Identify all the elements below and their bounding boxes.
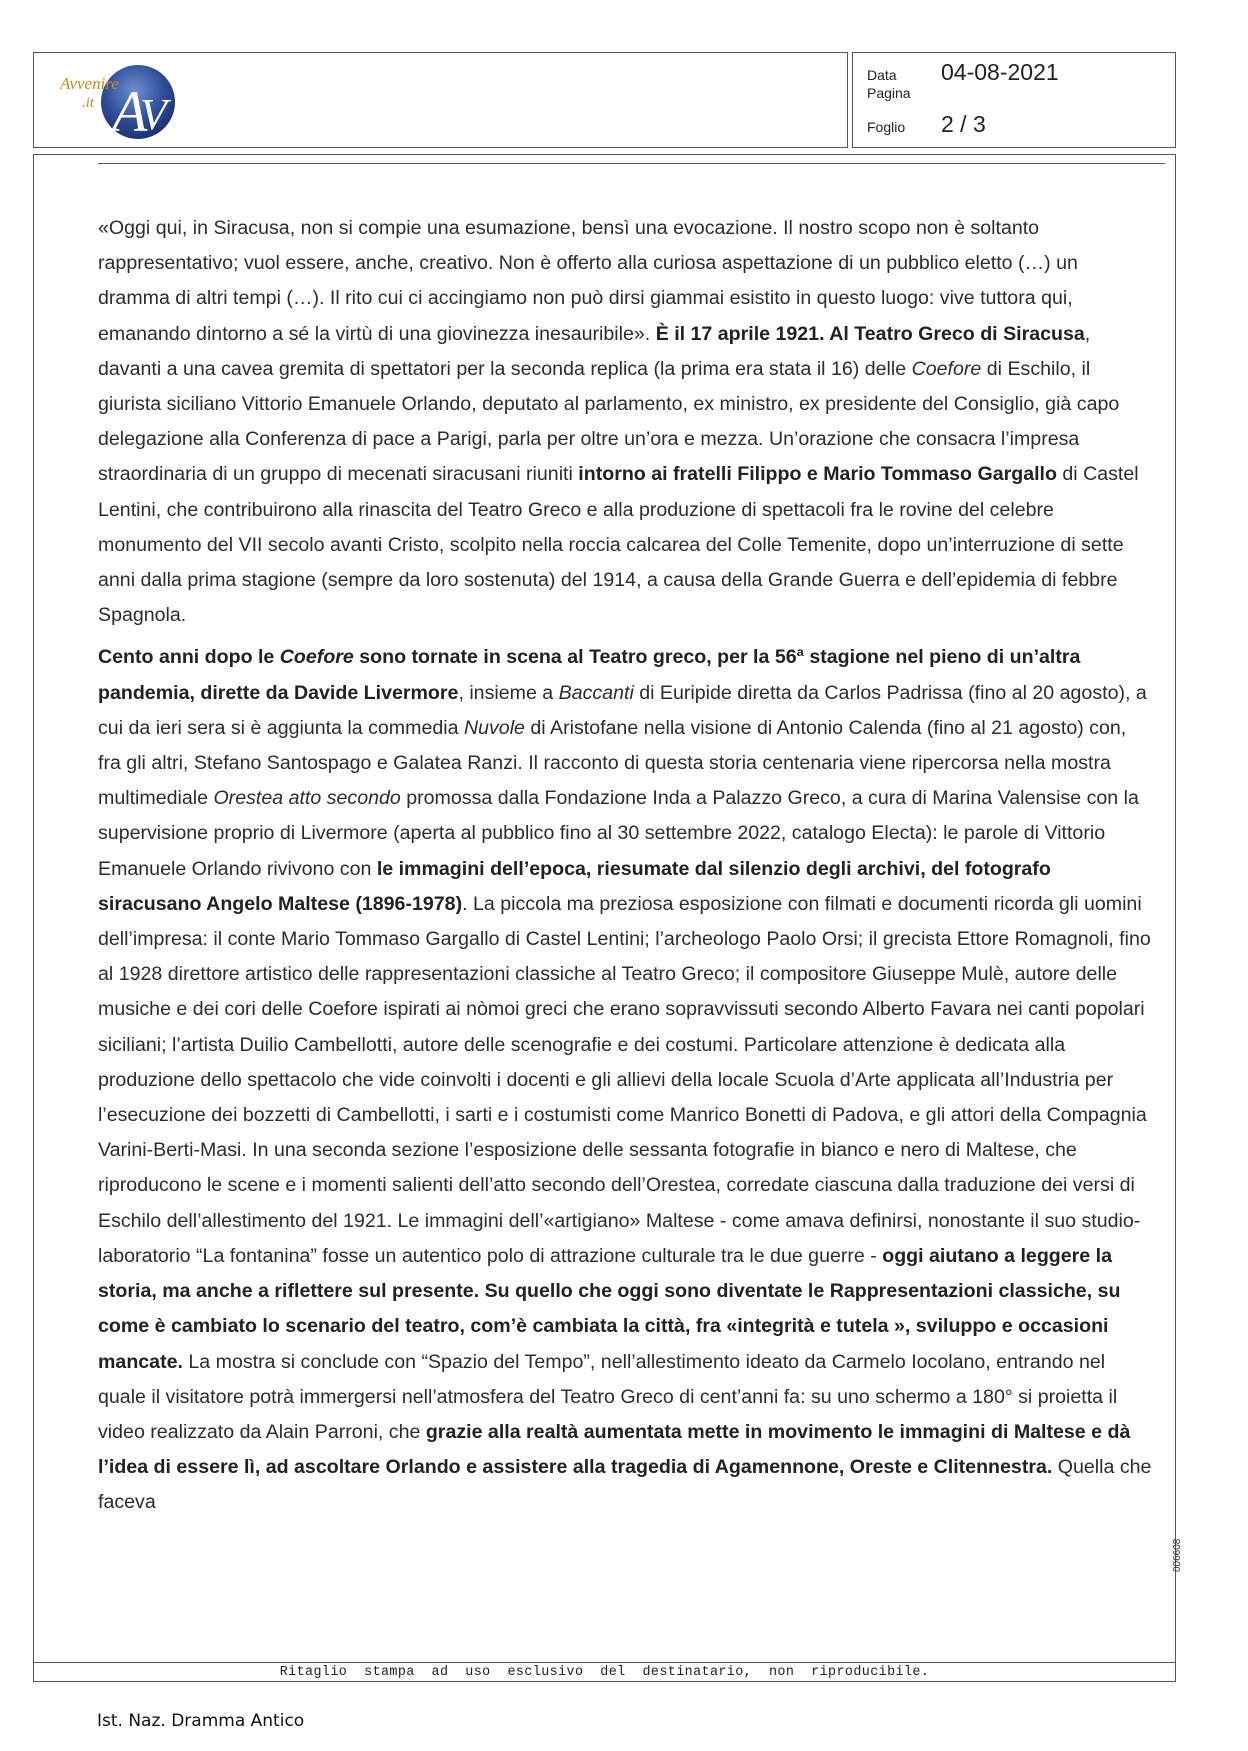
article-paragraph [98,640,1152,1520]
date-value: 04-08-2021 [941,59,1059,85]
text-run: Nuvole [463,716,525,739]
article-body [98,211,1152,1528]
date-label: Data [867,67,897,83]
sheet-label: Foglio [867,119,906,135]
source-label: Ist. Naz. Dramma Antico [97,1711,305,1731]
text-run: di Castel Lentini, che contribuirono alla rinascita del Teatro Greco e alla produzione di spettacoli fra le rovine del celebre monumento del VII secolo avanti Cristo, scolpito nella roccia calcarea del Colle Temenite, dopo un’interruzione di sette anni dalla prima stagione (sempre da loro sostenuta) del 1914, a causa della Grande Guerra e dell’epidemia di febbre Spagnola. [98,463,1139,627]
text-run: Orestea atto secondo [213,787,401,810]
avvenire-logo [60,63,180,141]
text-run: , davanti a una cavea gremita di spettatori per la seconda replica (la prima era stata il 16) delle [98,322,1091,380]
text-run: , insieme a [458,681,559,704]
logo-suffix: .it [82,95,95,111]
text-run: La mostra si conclude con “Spazio del Tempo”, nell’allestimento ideato da Carmelo Iocolano, entrando nel quale il visitatore potrà immergersi nell’atmosfera del Teatro Greco di cent’anni fa: su uno schermo a 180° si proietta il video realizzato da Alain Parroni, che [98,1350,1118,1443]
metadata-box [852,52,1176,148]
text-run: di Eschilo, il giurista siciliano Vittorio Emanuele Orlando, deputato al parlamento, ex ministro, ex presidente del Consiglio, già capo delegazione alla Conferenza di pace a Parigi, parla per oltre un’ora e mezza. Un’orazione che consacra l’impresa straordinaria di un gruppo di mecenati siracusani riuniti [98,357,1120,486]
sheet-value: 2 / 3 [941,111,986,137]
text-run: intorno ai fratelli Filippo e Mario Tommaso Gargallo [578,463,1057,486]
text-run: Coefore [911,357,982,380]
footer-notice: Ritaglio stampa ad uso esclusivo del destinatario, non riproducibile. [33,1662,1176,1683]
text-run: . La piccola ma preziosa esposizione con filmati e documenti ricorda gli uomini dell’impresa: il conte Mario Tommaso Gargallo di Castel Lentini; l’archeologo Paolo Orsi; il grecista Ettore Romagnoli, fino al 1928 direttore artistico delle rappresentazioni classiche al Teatro Greco; il compositore Giuseppe Mulè, autore delle musiche e dei cori delle Coefore ispirati ai nòmoi greci che erano sopravvissuti secondo Alberto Favara nei canti popolari siciliani; l’artista Duilio Cambellotti, autore delle scenografie e dei costumi. Particolare attenzione è dedicata alla produzione dello spettacolo che vide coinvolti i docenti e gli allievi della locale Scuola d’Arte applicata all’Industria per l’esecuzione dei bozzetti di Cambellotti, i sarti e i costumisti come Manrico Bonetti di Padova, e gli attori della Compagnia Varini-Berti-Masi. In una seconda sezione l’esposizione delle sessanta fotografie in bianco e nero di Maltese, che riproducono le scene e i momenti salienti dell’atto secondo dell’Orestea, corredate ciascuna dalla traduzione dei versi di Eschilo dell’allestimento del 1921. Le immagini dell’«artigiano» Maltese - come amava definirsi, nonostante il suo studio-laboratorio “La fontanina” fosse un autentico polo di attrazione culturale tra le due guerre - [98,892,1151,1267]
text-run: di Euripide diretta da Carlos Padrissa (fino al 20 agosto), a cui da ieri sera si è aggiunta la commedia [98,681,1147,739]
article-paragraph [98,211,1152,633]
page-label: Pagina [867,85,911,101]
meta-page-row [867,85,941,111]
text-run: «Oggi qui, in Siracusa, non si compie una esumazione, bensì una evocazione. Il nostro scopo non è soltanto rappresentativo; vuol essere, anche, creativo. Non è offerto alla curiosa aspettazione di un pubblico eletto (…) un dramma di altri tempi (…). Il rito cui ci accingiamo non può dirsi giammai esistito in questo luogo: vive tuttora qui, emanando dintorno a sé la virtù di una giovinezza inesauribile». [98,217,1078,345]
text-run: di Aristofane nella visione di Antonio Calenda (fino al 21 agosto) con, fra gli altri, Stefano Santospago e Galatea Ranzi. Il racconto di questa storia centenaria viene ripercorsa nella mostra multimediale [98,716,1127,810]
text-run: promossa dalla Fondazione Inda a Palazzo Greco, a cura di Marina Valensise con la supervisione proprio di Livermore (aperta al pubblico fino al 30 settembre 2022, catalogo Electa): le parole di Vittorio Emanuele Orlando rivivono con [98,787,1139,880]
masthead-box [33,52,848,148]
svg-text:A: A [112,79,148,141]
article-box [33,154,1176,1682]
text-run: Cento anni dopo le [98,646,280,669]
text-run: È il 17 aprile 1921. Al Teatro Greco di Siracusa [655,322,1085,345]
text-run: Quella che faceva [98,1456,1152,1514]
text-run: oggi aiutano a leggere la storia, ma anche a riflettere sul presente. Su quello che oggi sono diventate le Rappresentazioni classiche, su come è cambiato lo scenario del teatro, com’è cambiata la città, fra «integrità e tutela », sviluppo e occasioni mancate. [98,1244,1121,1373]
text-run: sono tornate in scena al Teatro greco, per la 56ª stagione nel pieno di un’altra pandemia, dirette da Davide Livermore [98,646,1081,704]
side-code: 006608 [1172,1538,1183,1572]
logo-text: Avvenire [60,74,119,93]
meta-date-row [867,59,1059,85]
text-run: Baccanti [558,681,634,704]
text-run: le immagini dell’epoca, riesumate dal silenzio degli archivi, del fotografo siracusano Angelo Maltese (1896-1978) [98,857,1051,915]
svg-text:V: V [140,90,167,139]
top-divider [98,163,1165,164]
text-run: grazie alla realtà aumentata mette in movimento le immagini di Maltese e dà l’idea di essere lì, ad ascoltare Orlando e assistere alla tragedia di Agamennone, Oreste e Clitennestra. [98,1420,1131,1479]
text-run: Coefore [279,646,354,669]
meta-sheet-row [867,111,986,137]
